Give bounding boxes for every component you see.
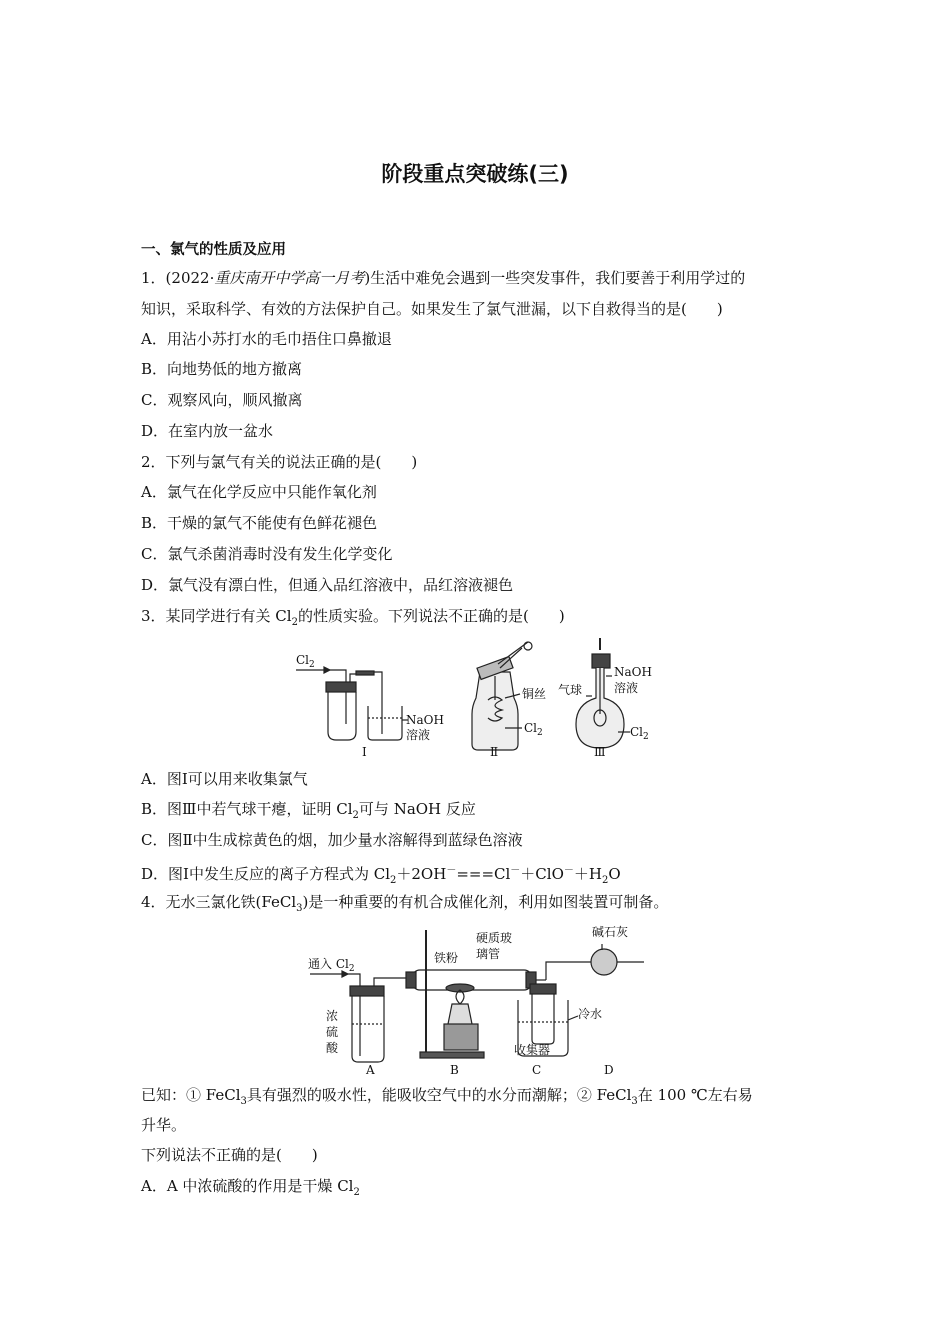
q2-option-a: A．氯气在化学反应中只能作氧化剂 [141, 483, 377, 501]
q1-option-a: A．用沾小苏打水的毛巾捂住口鼻撤退 [141, 330, 392, 348]
q2-option-d: D．氯气没有漂白性，但通入品红溶液中，品红溶液褪色 [141, 576, 514, 594]
fig4-iron-powder-label: 铁粉 [434, 951, 459, 965]
question-2-stem: 2．下列与氯气有关的说法正确的是( ) [141, 453, 418, 471]
fig3-naoh-label: NaOH [406, 713, 444, 727]
question-4-figure [302, 920, 652, 1078]
fig4-cold-water-label: 冷水 [578, 1007, 603, 1021]
question-1-stem-line1: 1．(2022·重庆南开中学高一月考)生活中难免会遇到一些突发事件，我们要善于利用学过的 [141, 269, 746, 287]
fig3-label-3: Ⅲ [594, 745, 606, 759]
fig4-acid-char-1: 浓 [326, 1009, 339, 1023]
q1-option-d: D．在室内放一盆水 [141, 422, 274, 440]
q4-known-line2: 升华。 [141, 1116, 187, 1134]
fig3-naoh-label-2: NaOH [614, 665, 652, 679]
q4-known-line1: 已知：① FeCl$_3$具有强烈的吸水性，能吸收空气中的水分而潮解；② FeCl$_3$在 100 ℃左右易 [141, 1086, 753, 1107]
q3-option-d: D．图Ⅰ中发生反应的离子方程式为 $Cl_2+2OH^-===Cl^-+ClO^-+H_2O$ [141, 865, 621, 886]
question-3-figure [290, 636, 670, 760]
q3-option-b: B．图Ⅲ中若气球干瘪，证明 $Cl_2$可与 NaOH 反应 [141, 800, 476, 821]
q3-option-c: C．图Ⅱ中生成棕黄色的烟，加少量水溶解得到蓝绿色溶液 [141, 831, 523, 849]
fig4-label-c: C [532, 1063, 542, 1077]
fig4-label-d: D [604, 1063, 614, 1077]
question-3-stem: 3．某同学进行有关 $Cl_2$的性质实验。下列说法不正确的是( ) [141, 607, 565, 628]
page-title: 阶段重点突破练(三) [381, 162, 569, 186]
fig4-tube-label-1: 硬质玻 [476, 931, 513, 945]
q1-option-c: C．观察风向，顺风撤离 [141, 391, 303, 409]
fig4-tube-label-2: 璃管 [476, 947, 501, 961]
fig4-inlet-label: 通入 $Cl_2$ [308, 957, 355, 974]
question-1-stem-line2: 知识，采取科学、有效的方法保护自己。如果发生了氯气泄漏，以下自救得当的是( ) [141, 300, 723, 318]
q2-option-c: C．氯气杀菌消毒时没有发生化学变化 [141, 545, 393, 563]
q1-option-b: B．向地势低的地方撤离 [141, 360, 303, 378]
q3-option-a: A．图Ⅰ可以用来收集氯气 [141, 770, 308, 788]
fig3-cl2-label: $Cl_2$ [296, 653, 315, 670]
fig3-cl2-label-2: $Cl_2$ [524, 721, 543, 738]
fig4-collector-label: 收集器 [514, 1043, 551, 1057]
q4-ask: 下列说法不正确的是( ) [141, 1146, 318, 1164]
section-heading: 一、氯气的性质及应用 [141, 242, 286, 258]
fig3-balloon-label: 气球 [558, 683, 583, 697]
fig3-cl2-label-3: $Cl_2$ [630, 725, 649, 742]
fig3-solution-label-2: 溶液 [614, 681, 639, 695]
fig3-solution-label: 溶液 [406, 728, 431, 742]
fig4-soda-lime-label: 碱石灰 [592, 925, 629, 939]
fig3-copper-wire-label: 铜丝 [522, 687, 547, 701]
q4-option-a: A．A 中浓硫酸的作用是干燥 $Cl_2$ [141, 1177, 360, 1198]
fig4-label-b: B [450, 1063, 459, 1077]
fig3-label-2: Ⅱ [490, 745, 499, 759]
question-4-stem: 4．无水三氯化铁(FeCl$_3$)是一种重要的有机合成催化剂，利用如图装置可制备。 [141, 893, 669, 914]
fig4-acid-char-2: 硫 [326, 1025, 339, 1039]
fig3-label-1: Ⅰ [362, 745, 367, 759]
fig4-label-a: A [366, 1063, 375, 1077]
fig4-acid-char-3: 酸 [326, 1041, 339, 1055]
q2-option-b: B．干燥的氯气不能使有色鲜花褪色 [141, 514, 378, 532]
